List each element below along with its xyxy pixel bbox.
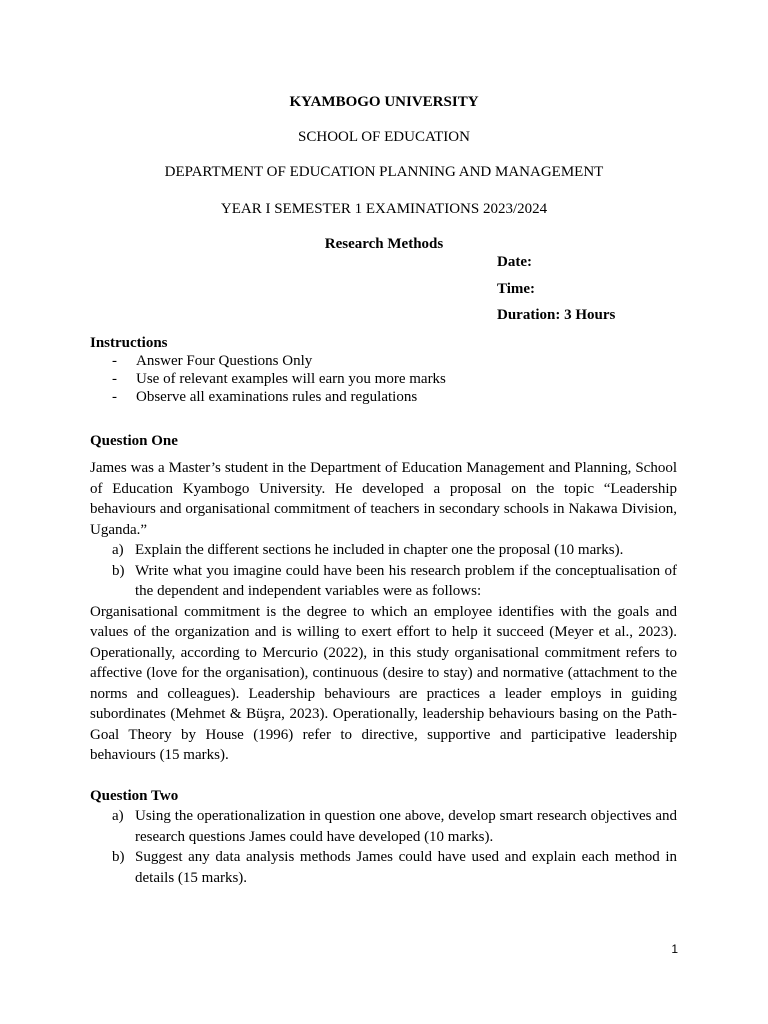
university-name: KYAMBOGO UNIVERSITY (289, 94, 479, 110)
course-title: Research Methods (324, 236, 444, 252)
list-marker: - (112, 389, 117, 405)
instructions-heading: Instructions (90, 335, 168, 351)
question-two-items (90, 806, 677, 888)
question-one-body: Organisational commitment is the degree to which an employee identifies with the goals and values of the organization and is willing to exert effort to help it succeed (Meyer et al., 2023). Operationally, according to Mercurio (2022), in this study organisational commitment refers to affective (love for the organisation), continuous (desire to stay) and normative (attachment to the norms and colleagues). Leadership behaviours are practices a leader employs in guiding subordinates (Mehmet & Büşra, 2023). Operationally, leadership behaviours basing on the Path-Goal Theory by House (1996) refer to directive, supportive and participative leadership behaviours (15 marks). (90, 603, 677, 763)
list-item (90, 388, 677, 406)
question-one-intro: James was a Master’s student in the Department of Education Management and Planning, School of Education Kyambogo University. He developed a proposal on the topic “Leadership behaviours and organisational commitment of teachers in secondary schools in Nakawa Division, Uganda.” (90, 460, 677, 538)
date-label: Date: (497, 254, 532, 270)
list-item-text: Suggest any data analysis methods James could have used and explain each method in details (15 marks). (135, 849, 677, 886)
question-one-items (90, 540, 677, 602)
list-marker: a) (112, 808, 124, 824)
instructions-section (90, 334, 677, 406)
list-item-text: Write what you imagine could have been his research problem if the conceptualisation of the dependent and independent variables were as follows: (135, 562, 677, 599)
question-one-section (90, 458, 677, 766)
page-number: 1 (671, 942, 678, 956)
list-item (90, 806, 677, 847)
department-name: DEPARTMENT OF EDUCATION PLANNING AND MANAGEMENT (164, 164, 604, 180)
instructions-list (90, 352, 677, 406)
list-marker: b) (112, 849, 125, 865)
school-name: SCHOOL OF EDUCATION (298, 129, 470, 145)
question-one-heading: Question One (90, 433, 178, 449)
list-item-text: Explain the different sections he included in chapter one the proposal (10 marks). (135, 542, 624, 558)
duration-label: Duration: 3 Hours (497, 307, 616, 323)
list-item (90, 540, 677, 561)
list-marker: b) (112, 562, 125, 579)
question-two-section (90, 806, 677, 888)
question-two-heading: Question Two (90, 788, 179, 804)
list-item-text: Answer Four Questions Only (136, 353, 313, 369)
list-item (90, 352, 677, 370)
exam-title: YEAR I SEMESTER 1 EXAMINATIONS 2023/2024 (220, 201, 548, 217)
list-item-text: Use of relevant examples will earn you more marks (136, 371, 446, 387)
list-item (90, 370, 677, 388)
list-item (90, 847, 677, 888)
list-marker: a) (112, 542, 124, 558)
list-item-text: Observe all examinations rules and regulations (136, 389, 418, 405)
time-label: Time: (497, 281, 536, 297)
list-item-text: Using the operationalization in question one above, develop smart research objectives and research questions James could have developed (10 marks). (135, 808, 677, 845)
list-item (90, 561, 677, 602)
list-marker: - (112, 371, 117, 387)
list-marker: - (112, 353, 117, 369)
